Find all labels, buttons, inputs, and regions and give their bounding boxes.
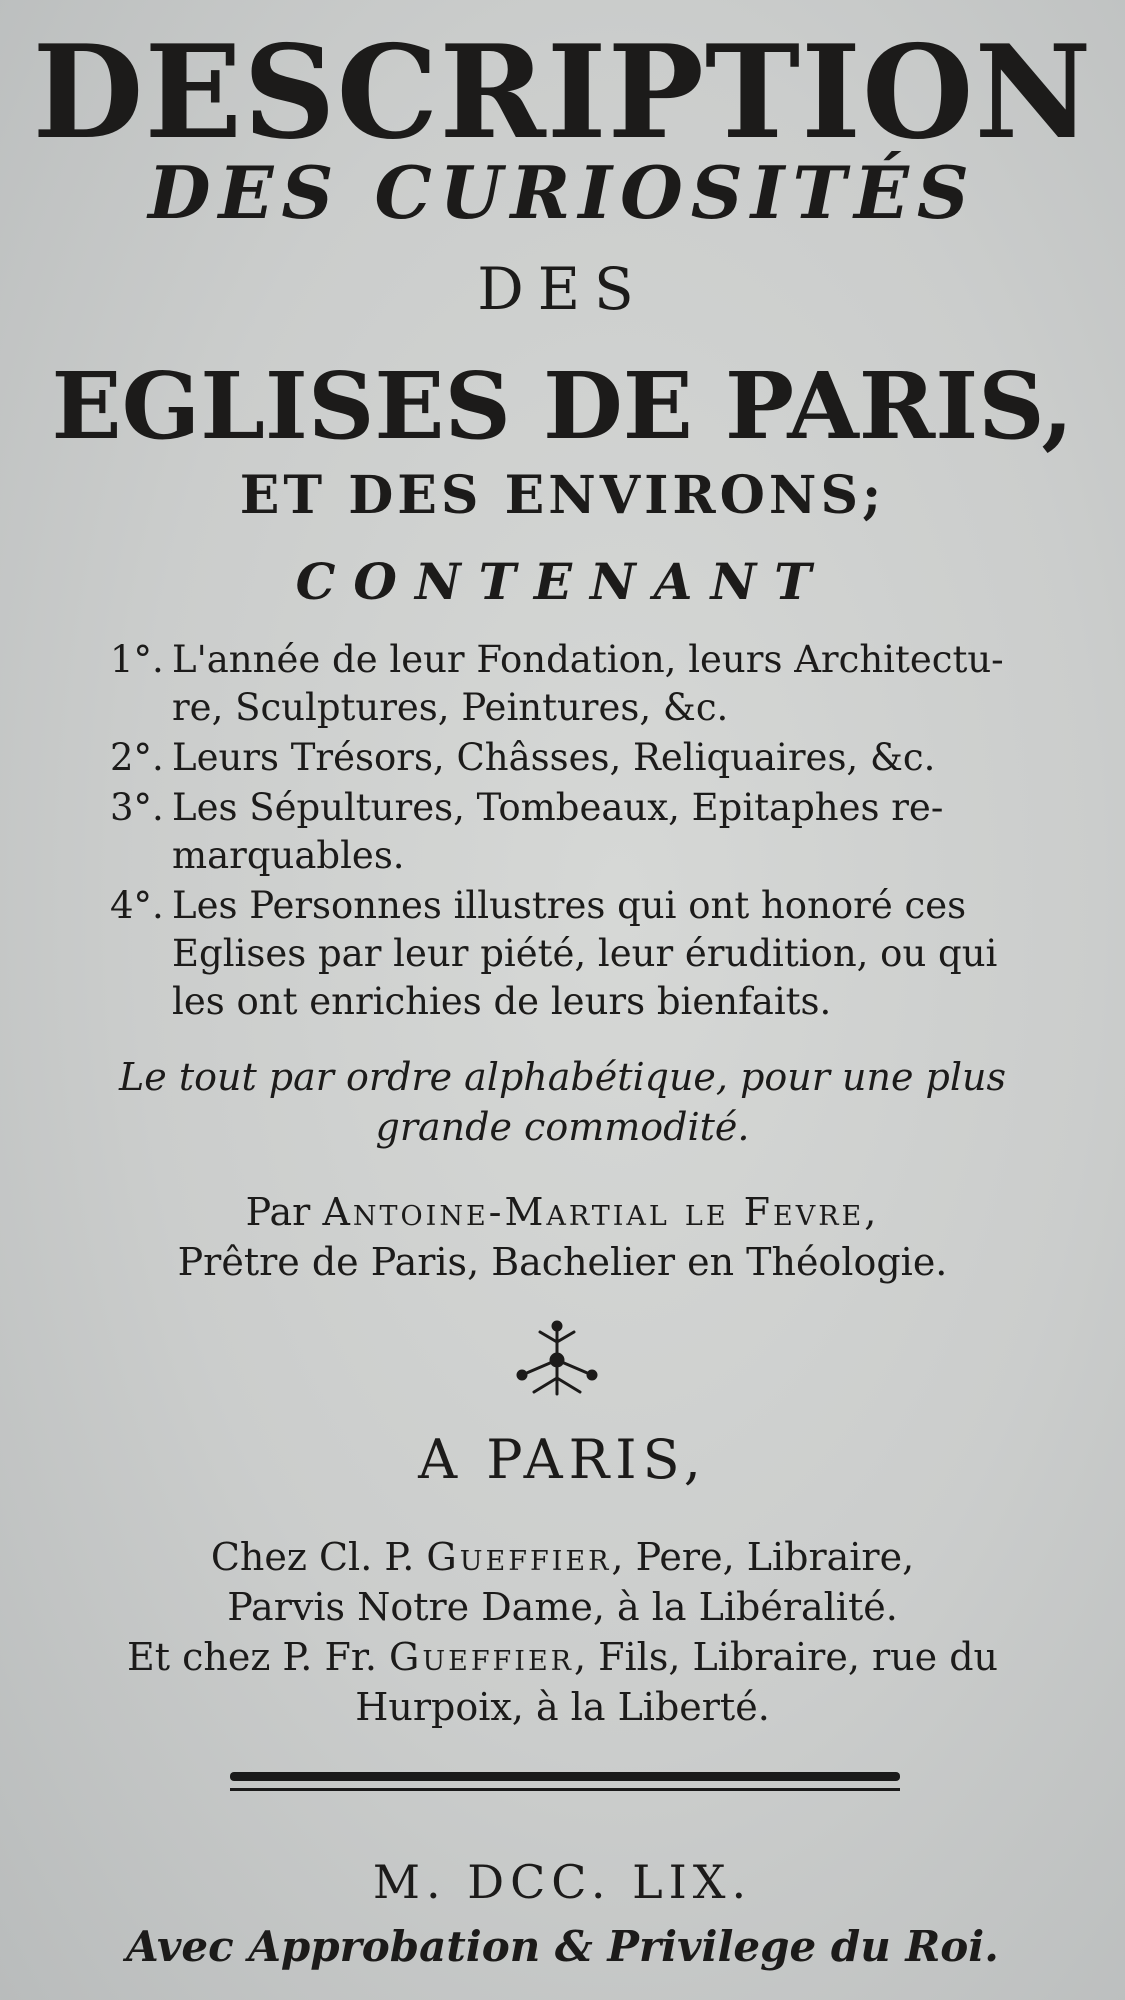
title-line-des: DES — [477, 255, 648, 323]
item-text: Les Personnes illustres qui ont honoré ces — [172, 884, 967, 927]
item-number: 3°. — [110, 786, 164, 829]
rule-thick — [230, 1772, 900, 1781]
imprint-line-3 — [0, 1635, 1125, 1679]
title-line-description: DESCRIPTION — [32, 18, 1093, 168]
contents-item-4 — [110, 882, 966, 930]
imprint-line-1-post: , Pere, Libraire, — [611, 1535, 915, 1579]
imprint-line-4: Hurpoix, à la Liberté. — [355, 1685, 770, 1729]
imprint-line-1-pre: Chez Cl. P. — [210, 1535, 415, 1579]
contents-item-3 — [110, 784, 943, 832]
author-prefix: Par — [245, 1190, 311, 1234]
title-line-eglises: EGLISES DE PARIS, — [51, 352, 1074, 460]
privilege-line: Avec Approbation & Privilege du Roi. — [126, 1922, 999, 1971]
order-note-line-2: grande commodité. — [375, 1105, 750, 1149]
title-line-curiosites: DES CURIOSITÉS — [148, 150, 977, 235]
item-text: Leurs Trésors, Châsses, Reliquaires, &c. — [172, 736, 936, 779]
rule-thin — [230, 1788, 900, 1791]
item-text: Les Sépultures, Tombeaux, Epitaphes re- — [172, 786, 944, 829]
imprint-line-3-name: Gueffier — [389, 1635, 574, 1679]
author-name: Antoine-Martial le Fevre, — [322, 1190, 880, 1234]
item-number: 4°. — [110, 884, 164, 927]
contents-item-4-cont-1: Eglises par leur piété, leur érudition, ou qui — [172, 932, 998, 975]
contents-item-1-cont: re, Sculptures, Peintures, &c. — [172, 686, 729, 729]
contents-item-4-cont-2: les ont enrichies de leurs bienfaits. — [172, 980, 832, 1023]
order-note-line-1: Le tout par ordre alphabétique, pour une plus — [119, 1055, 1006, 1099]
item-text: L'année de leur Fondation, leurs Architectu- — [172, 638, 1004, 681]
author-line-1 — [0, 1190, 1125, 1234]
imprint-line-1-name: Gueffier — [426, 1535, 612, 1579]
imprint-line-3-post: , Fils, Libraire, rue du — [574, 1635, 998, 1679]
imprint-line-2: Parvis Notre Dame, à la Libéralité. — [227, 1585, 898, 1629]
contents-item-3-cont: marquables. — [172, 834, 405, 877]
title-line-environs: ET DES ENVIRONS; — [239, 465, 886, 526]
imprint-city: A PARIS, — [418, 1428, 707, 1491]
contents-item-1 — [110, 636, 1004, 684]
item-number: 1°. — [110, 638, 164, 681]
item-number: 2°. — [110, 736, 164, 779]
contents-item-2 — [110, 734, 935, 782]
author-line-2: Prêtre de Paris, Bachelier en Théologie. — [177, 1240, 948, 1284]
title-line-contenant: CONTENANT — [295, 552, 830, 611]
fleuron-ornament-icon — [512, 1320, 602, 1400]
imprint-line-1 — [0, 1535, 1125, 1579]
imprint-line-3-pre: Et chez P. Fr. — [127, 1635, 377, 1679]
publication-date: M. DCC. LIX. — [372, 1855, 753, 1909]
